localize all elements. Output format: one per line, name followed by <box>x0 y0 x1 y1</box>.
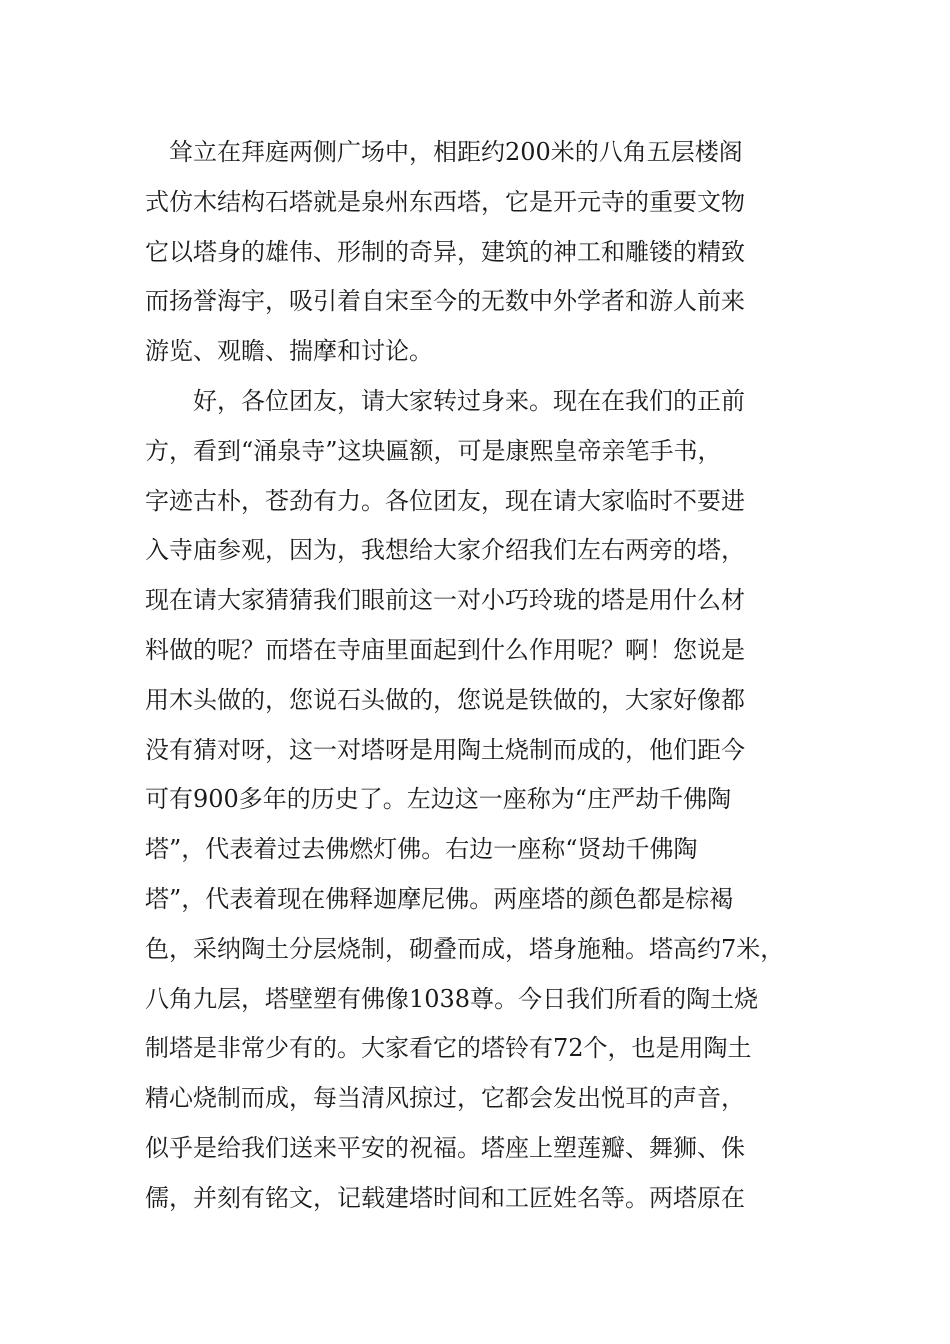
text-line: 可有900多年的历史了。左边这一座称为“庄严劫千佛陶 <box>145 785 732 814</box>
text-line: 塔”，代表着过去佛燃灯佛。右边一座称“贤劫千佛陶 <box>145 835 698 864</box>
text-line: 游览、观瞻、揣摩和讨论。 <box>145 337 433 366</box>
text-line: 八角九层，塔壁塑有佛像1038尊。今日我们所看的陶土烧 <box>145 984 759 1013</box>
text-line: 精心烧制而成，每当清风掠过，它都会发出悦耳的声音， <box>145 1084 745 1113</box>
text-line: 它以塔身的雄伟、形制的奇异，建筑的神工和雕镂的精致 <box>145 237 745 266</box>
text-line: 式仿木结构石塔就是泉州东西塔，它是开元寺的重要文物 <box>145 187 745 216</box>
text-line: 而扬誉海宇，吸引着自宋至今的无数中外学者和游人前来 <box>145 287 745 316</box>
text-line: 塔”，代表着现在佛释迦摩尼佛。两座塔的颜色都是棕褐 <box>145 884 734 913</box>
paragraph-1 <box>145 128 815 377</box>
text-line: 入寺庙参观，因为，我想给大家介绍我们左右两旁的塔， <box>145 536 745 565</box>
text-line: 方，看到“涌泉寺”这块匾额，可是康熙皇帝亲笔手书， <box>145 436 722 465</box>
text-line: 好，各位团友，请大家转过身来。现在在我们的正前 <box>145 386 745 415</box>
text-line: 色，采纳陶土分层烧制，砌叠而成，塔身施釉。塔高约7米， <box>145 934 785 963</box>
text-line: 没有猜对呀，这一对塔呀是用陶土烧制而成的，他们距今 <box>145 735 745 764</box>
text-line: 儒，并刻有铭文，记载建塔时间和工匠姓名等。两塔原在 <box>145 1183 745 1212</box>
paragraph-2 <box>145 377 815 1224</box>
text-line: 字迹古朴，苍劲有力。各位团友，现在请大家临时不要进 <box>145 486 745 515</box>
text-line: 制塔是非常少有的。大家看它的塔铃有72个，也是用陶土 <box>145 1034 752 1063</box>
text-line: 耸立在拜庭两侧广场中，相距约200米的八角五层楼阁 <box>145 138 743 166</box>
text-line: 现在请大家猜猜我们眼前这一对小巧玲珑的塔是用什么材 <box>145 586 745 615</box>
body-text <box>145 128 815 1224</box>
text-line: 似乎是给我们送来平安的祝福。塔座上塑莲瓣、舞狮、侏 <box>145 1133 745 1162</box>
text-line: 料做的呢？而塔在寺庙里面起到什么作用呢？啊！您说是 <box>145 635 745 664</box>
text-line: 用木头做的，您说石头做的，您说是铁做的，大家好像都 <box>145 685 745 714</box>
